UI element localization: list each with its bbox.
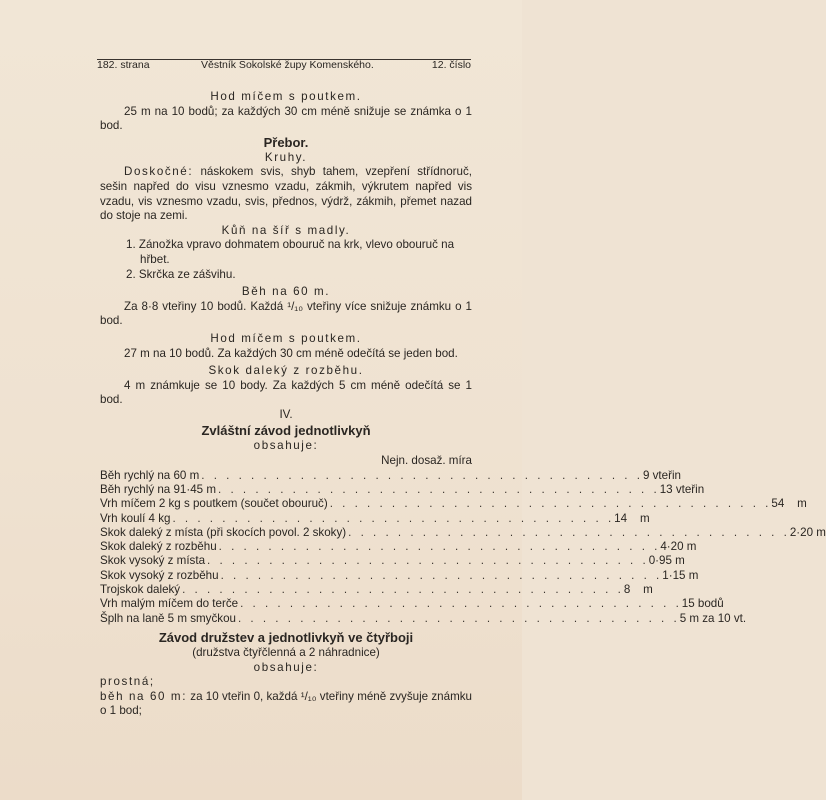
section-heading: Hod míčem s poutkem. bbox=[210, 90, 362, 103]
event-name: Skok daleký z rozběhu bbox=[100, 540, 217, 554]
leader-dots: . . . . . . . . . . . . . . . . . . . . . . . . . . . . . . . . . . . . bbox=[220, 568, 663, 582]
section-heading: Skok daleký z rozběhu. bbox=[208, 364, 364, 378]
leader-dots: . . . . . . . . . . . . . . . . . . . . . . . . . . . . . . . . . . . . bbox=[218, 482, 660, 496]
event-value: 15 bodů bbox=[681, 597, 724, 611]
leader-dots: . . . . . . . . . . . . . . . . . . . . . . . . . . . . . . . . . . . . bbox=[201, 468, 643, 482]
event-value: 14 m bbox=[614, 511, 650, 525]
section-heading: Hod míčem s poutkem. bbox=[210, 331, 362, 345]
event-name: Skok daleký z místa (při skocích povol. 2 skoky) bbox=[100, 525, 347, 539]
event-value: 13 vteřin bbox=[659, 482, 705, 496]
page-body bbox=[100, 90, 826, 719]
section-heading: obsahuje: bbox=[253, 660, 319, 674]
section-heading: obsahuje: bbox=[253, 439, 319, 453]
table-row bbox=[100, 511, 650, 526]
event-value: 54 m bbox=[771, 497, 807, 511]
event-name: Skok vysoký z rozběhu bbox=[100, 568, 219, 582]
leader-dots: . . . . . . . . . . . . . . . . . . . . . . . . . . . . . . . . . . . . bbox=[172, 511, 615, 525]
results-table bbox=[100, 468, 826, 626]
leader-dots: . . . . . . . . . . . . . . . . . . . . . . . . . . . . . . . . . . . . bbox=[329, 497, 772, 511]
section-heading: Běh na 60 m. bbox=[241, 285, 331, 299]
table-header: Nejn. dosaž. míra bbox=[381, 454, 472, 468]
section-title: Přebor. bbox=[263, 134, 309, 150]
paragraph: 27 m na 10 bodů. Za každých 30 cm méně odečítá se jeden bod. bbox=[124, 346, 458, 360]
table-row bbox=[100, 568, 699, 583]
section-heading: Kůň na šíř s madly. bbox=[221, 223, 351, 237]
section-heading: Kruhy. bbox=[264, 150, 308, 164]
event-name: Trojskok daleký bbox=[100, 583, 181, 597]
event-value: 5 m za 10 vt. bbox=[679, 611, 747, 625]
event-value: 9 vteřin bbox=[642, 468, 681, 482]
paragraph: 4 m známkuje se 10 body. Za každých 5 cm méně odečítá se 1 bod. bbox=[100, 378, 472, 407]
table-row bbox=[100, 497, 807, 511]
table-row bbox=[100, 468, 681, 483]
table-row bbox=[100, 554, 685, 568]
event-value: 8 m bbox=[623, 583, 653, 597]
paragraph: prostná; bbox=[100, 675, 155, 689]
page-number: 182. strana bbox=[97, 59, 150, 71]
leader-dots: . . . . . . . . . . . . . . . . . . . . . . . . . . . . . . . . . . . . bbox=[240, 597, 682, 611]
paragraph: Za 8·8 vteřiny 10 bodů. Každá ¹/₁₀ vteřiny více snižuje známku o 1 bod. bbox=[100, 299, 472, 328]
table-row bbox=[100, 482, 705, 497]
table-row bbox=[100, 525, 826, 540]
running-header bbox=[97, 58, 471, 71]
leader-dots: . . . . . . . . . . . . . . . . . . . . . . . . . . . . . . . . . . . . bbox=[207, 554, 649, 568]
leader-dots: . . . . . . . . . . . . . . . . . . . . . . . . . . . . . . . . . . . . bbox=[182, 583, 624, 597]
list-item: 2. Skrčka ze zášvihu. bbox=[126, 267, 236, 281]
event-name: Běh rychlý na 91·45 m bbox=[100, 482, 216, 496]
issue-number: 12. číslo bbox=[431, 59, 471, 71]
event-value: 0·95 m bbox=[648, 554, 685, 568]
list-item: 1. Zánožka vpravo dohmatem obouruč na krk, vlevo obouruč na hřbet. bbox=[126, 238, 455, 266]
inline-label: běh na 60 m: bbox=[100, 689, 188, 703]
paragraph bbox=[100, 690, 472, 719]
event-name: Šplh na laně 5 m smyčkou bbox=[100, 611, 236, 625]
event-name: Vrh koulí 4 kg bbox=[100, 511, 171, 525]
leader-dots: . . . . . . . . . . . . . . . . . . . . . . . . . . . . . . . . . . . . bbox=[237, 611, 680, 625]
event-value: 4·20 m bbox=[660, 540, 697, 554]
event-name: Vrh míčem 2 kg s poutkem (součet obouruč) bbox=[100, 497, 328, 511]
leader-dots: . . . . . . . . . . . . . . . . . . . . . . . . . . . . . . . . . . . . bbox=[218, 540, 661, 554]
table-row bbox=[100, 583, 653, 597]
table-row bbox=[100, 611, 747, 626]
event-value: 2·20 m bbox=[789, 525, 826, 539]
section-title: Závod družstev a jednotlivkyň ve čtyřboji bbox=[158, 629, 414, 645]
paragraph bbox=[100, 165, 472, 223]
inline-label: Doskočné: bbox=[124, 165, 194, 179]
section-title: Zvláštní závod jednotlivkyň bbox=[201, 423, 371, 439]
journal-title: Věstník Sokolské župy Komenského. bbox=[201, 59, 374, 71]
paragraph-text: náskokem svis, shyb tahem, vzepření střídnoruč, sešin napřed do visu vznesmo vzadu, zákmih, výkrutem napřed vis vzadu, vis vznesmo vzadu, svis, přednos, výdrž, zákmih, přemet nazad do stoje na zemi. bbox=[100, 165, 472, 223]
event-value: 1·15 m bbox=[662, 568, 699, 582]
roman-numeral: IV. bbox=[279, 407, 293, 421]
event-name: Vrh malým míčem do terče bbox=[100, 597, 239, 611]
leader-dots: . . . . . . . . . . . . . . . . . . . . . . . . . . . . . . . . . . . . bbox=[348, 525, 790, 539]
event-name: Běh rychlý na 60 m bbox=[100, 468, 200, 482]
table-row bbox=[100, 540, 697, 554]
section-subtitle: (družstva čtyřčlenná a 2 náhradnice) bbox=[192, 645, 380, 659]
table-row bbox=[100, 597, 724, 611]
event-name: Skok vysoký z místa bbox=[100, 554, 206, 568]
paragraph: 25 m na 10 bodů; za každých 30 cm méně snižuje se známka o 1 bod. bbox=[100, 104, 472, 133]
paragraph-text: za 10 vteřin 0, každá ¹/₁₀ vteřiny méně zvyšuje známku o 1 bod; bbox=[100, 689, 472, 718]
